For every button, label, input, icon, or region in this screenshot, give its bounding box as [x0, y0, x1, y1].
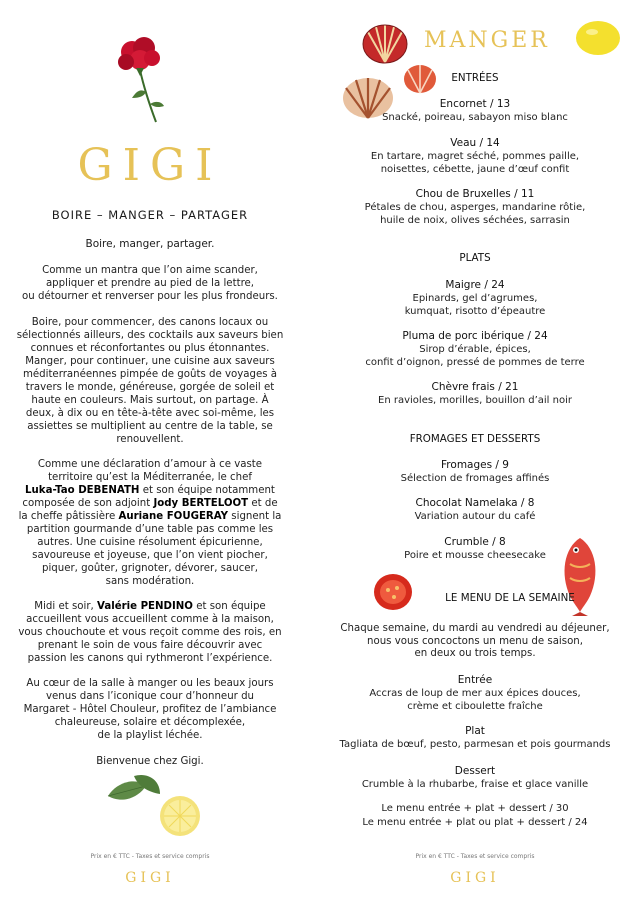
dish-description: En tartare, magret séché, pommes paille, noisettes, cébette, jaune d’œuf confit	[370, 151, 580, 175]
semaine-entree-description: Accras de loup de mer aux épices douces, crème et ciboulette fraîche	[369, 688, 581, 712]
desserts-heading: FROMAGES ET DESSERTS	[409, 433, 541, 445]
menu-semaine-heading: LE MENU DE LA SEMAINE	[445, 592, 575, 604]
semaine-plat-description: Tagliata de bœuf, pesto, parmesan et pois gourmands	[339, 739, 611, 750]
dish-name: Encornet / 13	[439, 98, 511, 110]
philosophy-paragraph: Boire, pour commencer, des canons locaux ou sélectionnés ailleurs, des cocktails aux saveurs bien connues et réconfortantes ou plus étonnantes. Manger, pour continuer, une cuisine aux saveurs méditerranéennes pimpée de goûts de voyages à travers le monde, généreuse, gorgée de soleil et haute en couleurs. Mais surtout, on partage. À deux, à dix ou en tête-à-tête avec soi-même, les assiettes se multiplient au centre de la table, se renouvellent.	[16, 317, 284, 445]
dish-description: Pétales de chou, asperges, mandarine rôtie, huile de noix, olives séchées, sarrasin	[364, 202, 586, 226]
dish-description: Poire et mousse cheesecake	[404, 550, 546, 561]
semaine-plat-label: Plat	[465, 725, 485, 737]
dish-description: Snacké, poireau, sabayon miso blanc	[382, 112, 568, 123]
intro-title: Boire, manger, partager.	[85, 238, 215, 250]
dish-name: Maigre / 24	[445, 279, 505, 291]
price-footnote: Prix en € TTC - Taxes et service compris	[90, 853, 210, 860]
formula-price: Le menu entrée + plat ou plat + dessert / 24	[362, 817, 588, 828]
shell-illustration	[360, 22, 410, 66]
dish-name: Pluma de porc ibérique / 24	[402, 330, 548, 342]
price-footnote: Prix en € TTC - Taxes et service compris	[415, 853, 535, 860]
dish-name: Veau / 14	[450, 137, 500, 149]
dish-name: Fromages / 9	[441, 459, 509, 471]
entrees-heading: ENTRÉES	[451, 72, 499, 84]
dish-name: Crumble / 8	[444, 536, 506, 548]
brand-logo: GIGI	[77, 140, 223, 191]
plats-heading: PLATS	[459, 252, 491, 264]
manager-name: Valérie PENDINO	[97, 601, 193, 612]
team-paragraph: Comme une déclaration d’amour à ce vaste territoire qu’est la Méditerranée, le chef Luka-Tao DEBENATH et son équipe notamment composée de son adjoint Jody BERTELOOT et de la cheffe pâtissière Auriane FOUGERAY signent la partition gourmande d’une table pas comme les autres. Une cuisine résolument épicurienne, savoureuse et joyeuse, que l’on vient piocher, piquer, goûter, grignoter, dévorer, saucer, sans modération.	[18, 459, 282, 587]
adjoint-name: Jody BERTELOOT	[153, 498, 249, 509]
section-title-manger: MANGER	[424, 28, 550, 53]
footer-logo: GIGI	[125, 870, 175, 886]
intro-paragraph: Comme un mantra que l’on aime scander, appliquer et prendre au pied de la lettre, ou détourner et renverser pour les plus frondeurs.	[22, 265, 278, 302]
dish-name: Chocolat Namelaka / 8	[415, 497, 535, 509]
dish-name: Chou de Bruxelles / 11	[415, 188, 535, 200]
menu-semaine-intro: Chaque semaine, du mardi au vendredi au déjeuner, nous vous concoctons un menu de saison, en deux ou trois temps.	[340, 623, 610, 659]
chef-name: Luka-Tao DEBENATH	[25, 485, 140, 496]
right-column	[330, 0, 630, 906]
leaves-lemon-illustration	[104, 772, 204, 842]
welcome-text: Bienvenue chez Gigi.	[96, 756, 204, 767]
footer-logo: GIGI	[450, 870, 500, 886]
dish-description: Sélection de fromages affinés	[400, 473, 550, 484]
dish-description: Sirop d’érable, épices, confit d’oignon, pressé de pommes de terre	[365, 344, 585, 368]
dish-description: Variation autour du café	[414, 511, 536, 522]
dish-description: En ravioles, morilles, bouillon d’ail noir	[378, 395, 572, 406]
dish-description: Epinards, gel d’agrumes, kumquat, risotto d’épeautre	[404, 293, 546, 317]
semaine-dessert-description: Crumble à la rhubarbe, fraise et glace vanille	[361, 779, 589, 790]
semaine-entree-label: Entrée	[457, 674, 493, 686]
formula-price: Le menu entrée + plat + dessert / 30	[381, 803, 569, 814]
pastry-chef-name: Auriane FOUGERAY	[118, 511, 229, 522]
dish-name: Chèvre frais / 21	[431, 381, 519, 393]
semaine-dessert-label: Dessert	[454, 765, 496, 777]
tagline: BOIRE – MANGER – PARTAGER	[51, 208, 249, 222]
lemon-illustration	[574, 18, 622, 58]
service-paragraph: Midi et soir, Valérie PENDINO et son équipe accueillent vous accueillent comme à la maison, vous chouchoute et vous reçoit comme des rois, en prenant le soin de vous faire découvrir avec passion les canons qui rythmeront l’expérience.	[18, 601, 282, 664]
carnation-illustration	[110, 36, 180, 126]
venue-paragraph: Au cœur de la salle à manger ou les beaux jours venus dans l’iconique cour d’honneur du Margaret - Hôtel Chouleur, profitez de l’ambiance chaleureuse, solaire et décomplexée, de la playlist léchée.	[23, 678, 277, 741]
